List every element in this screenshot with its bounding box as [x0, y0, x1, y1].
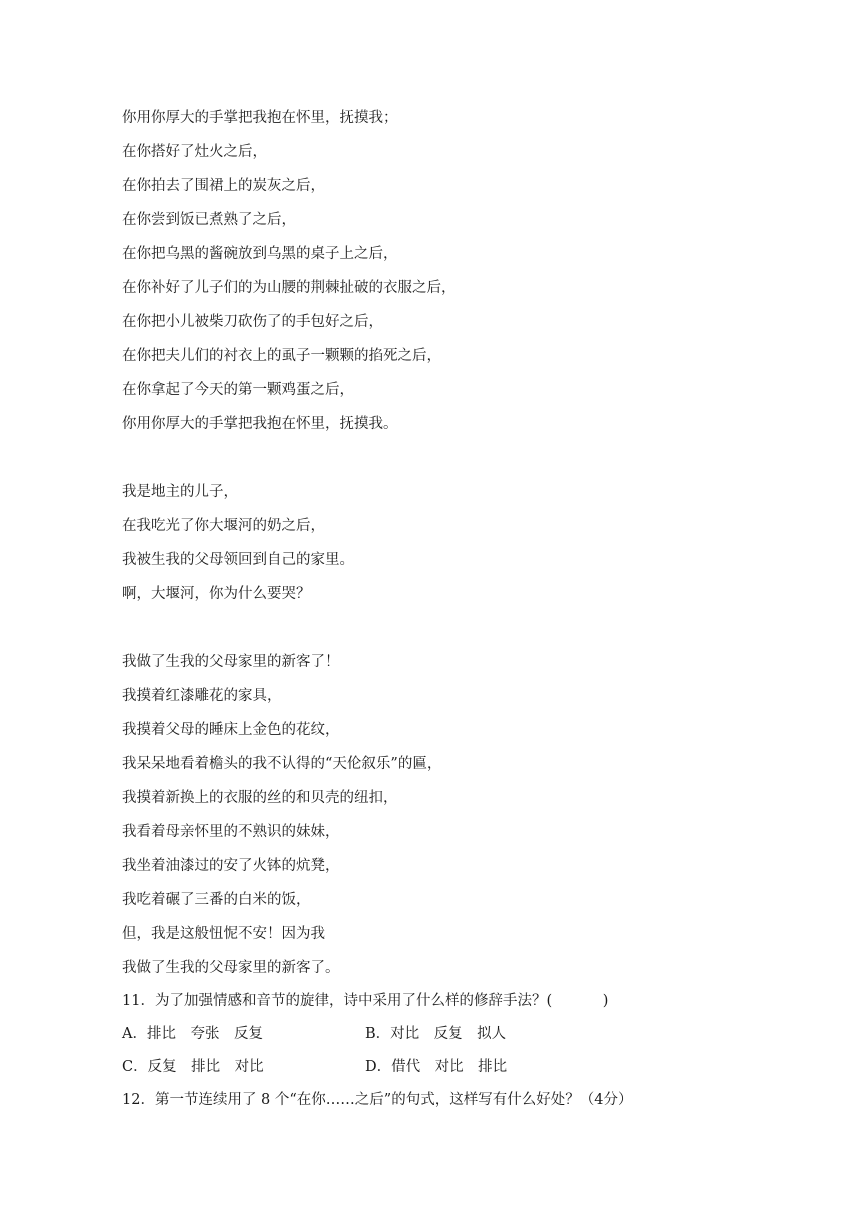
- poem-line: 我看着母亲怀里的不熟识的妹妹，: [122, 824, 340, 840]
- poem-line: 你用你厚大的手掌把我抱在怀里，抚摸我。: [122, 416, 398, 432]
- poem-line: 在你把小儿被柴刀砍伤了的手包好之后，: [122, 314, 383, 330]
- poem-line: 我摸着父母的睡床上金色的花纹，: [122, 722, 340, 738]
- options-row-cd: [122, 1057, 742, 1077]
- option-b[interactable]: B．对比 反复 拟人: [365, 1026, 507, 1042]
- poem-line: 我是地主的儿子，: [122, 484, 238, 500]
- poem-line: 在你把乌黑的酱碗放到乌黑的桌子上之后，: [122, 246, 398, 262]
- question-12-text: 12．第一节连续用了 8 个“在你……之后”的句式，这样写有什么好处？（4分）: [122, 1092, 633, 1108]
- poem-line: 我坐着油漆过的安了火钵的炕凳，: [122, 858, 340, 874]
- poem-line: 在你拍去了围裙上的炭灰之后，: [122, 178, 325, 194]
- question-11: [122, 991, 742, 1077]
- stanza-2: [122, 482, 742, 604]
- question-12: [122, 1090, 742, 1110]
- poem-line: 在你拿起了今天的第一颗鸡蛋之后，: [122, 382, 354, 398]
- poem-line: 在我吃光了你大堰河的奶之后，: [122, 518, 325, 534]
- question-11-text: 11．为了加强情感和音节的旋律，诗中采用了什么样的修辞手法？(: [122, 993, 553, 1009]
- poem-line: 在你搭好了灶火之后，: [122, 144, 267, 160]
- poem-line: 我摸着新换上的衣服的丝的和贝壳的纽扣，: [122, 790, 398, 806]
- poem-line: 我被生我的父母领回到自己的家里。: [122, 552, 354, 568]
- document-page: [122, 108, 742, 1123]
- poem-line: 我摸着红漆雕花的家具，: [122, 688, 282, 704]
- poem-line: 但，我是这般忸怩不安！因为我: [122, 926, 325, 942]
- poem-line: 啊，大堰河，你为什么要哭？: [122, 586, 311, 602]
- poem-line: 在你补好了儿子们的为山腰的荆棘扯破的衣服之后，: [122, 280, 456, 296]
- question-11-stem: [122, 991, 742, 1011]
- answer-blank[interactable]: ): [552, 993, 609, 1009]
- option-a[interactable]: A．排比 夸张 反复: [122, 1026, 263, 1042]
- stanza-divider: [122, 448, 742, 482]
- stanza-divider: [122, 618, 742, 652]
- stanza-3: [122, 652, 742, 978]
- stanza-1: [122, 108, 742, 434]
- poem-line: 在你尝到饭已煮熟了之后，: [122, 212, 296, 228]
- poem-line: 我做了生我的父母家里的新客了。: [122, 960, 340, 976]
- option-c[interactable]: C．反复 排比 对比: [122, 1059, 264, 1075]
- poem-line: 你用你厚大的手掌把我抱在怀里，抚摸我；: [122, 110, 398, 126]
- poem-line: 我呆呆地看着檐头的我不认得的“天伦叙乐”的匾，: [122, 756, 442, 772]
- poem-line: 在你把夫儿们的衬衣上的虱子一颗颗的掐死之后，: [122, 348, 441, 364]
- poem-line: 我吃着碾了三番的白米的饭，: [122, 892, 311, 908]
- option-d[interactable]: D．借代 对比 排比: [365, 1059, 508, 1075]
- options-row-ab: [122, 1024, 742, 1044]
- poem-line: 我做了生我的父母家里的新客了！: [122, 654, 340, 670]
